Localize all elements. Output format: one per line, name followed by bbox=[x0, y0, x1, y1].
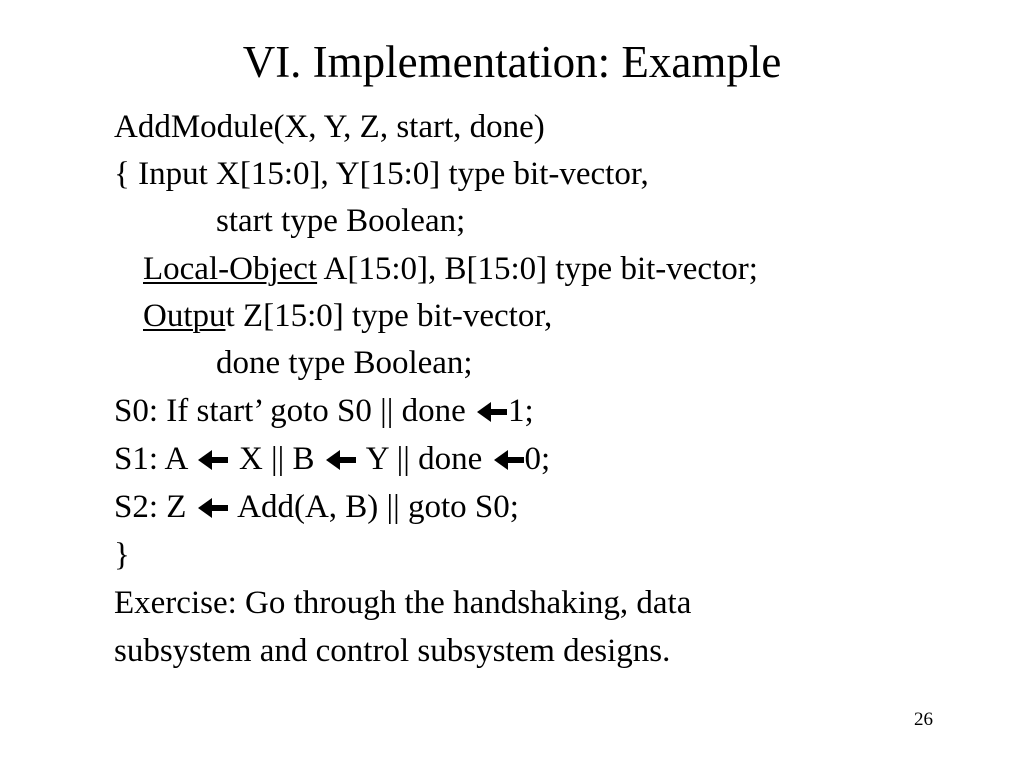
code-input-line: { Input X[15:0], Y[15:0] type bit-vector, bbox=[114, 156, 649, 192]
left-arrow-icon bbox=[476, 401, 508, 423]
s2-part-b: Add(A, B) || goto S0; bbox=[230, 489, 519, 525]
output-declaration: t Z[15:0] type bit-vector, bbox=[225, 298, 553, 334]
exercise-line-1: Exercise: Go through the handshaking, data bbox=[114, 585, 692, 621]
code-header: AddModule(X, Y, Z, start, done) bbox=[114, 109, 545, 145]
code-state-s2 bbox=[114, 487, 519, 527]
s0-end: 1; bbox=[508, 393, 534, 429]
code-state-s1 bbox=[114, 439, 550, 479]
s0-text: S0: If start’ goto S0 || done bbox=[114, 393, 474, 429]
s2-part-a: S2: Z bbox=[114, 489, 195, 525]
s1-part-c: Y || done bbox=[358, 441, 491, 477]
left-arrow-icon bbox=[493, 449, 525, 471]
output-keyword: Outpu bbox=[143, 298, 226, 334]
local-object-keyword: Local-Object bbox=[143, 251, 318, 287]
s1-part-a: S1: A bbox=[114, 441, 195, 477]
code-output-continuation: done type Boolean; bbox=[216, 345, 473, 381]
exercise-line-2: subsystem and control subsystem designs. bbox=[114, 633, 671, 669]
code-state-s0 bbox=[114, 391, 534, 431]
code-close-brace: } bbox=[114, 537, 130, 573]
s1-part-b: X || B bbox=[230, 441, 323, 477]
left-arrow-icon bbox=[197, 497, 229, 519]
page-number: 26 bbox=[914, 709, 933, 730]
left-arrow-icon bbox=[197, 449, 229, 471]
slide-title: VI. Implementation: Example bbox=[242, 37, 782, 87]
local-object-declaration: A[15:0], B[15:0] type bit-vector; bbox=[317, 251, 758, 287]
left-arrow-icon bbox=[325, 449, 357, 471]
code-input-continuation: start type Boolean; bbox=[216, 203, 466, 239]
code-output-line bbox=[143, 296, 552, 336]
s1-end: 0; bbox=[524, 441, 551, 477]
code-local-object-line bbox=[143, 249, 758, 289]
